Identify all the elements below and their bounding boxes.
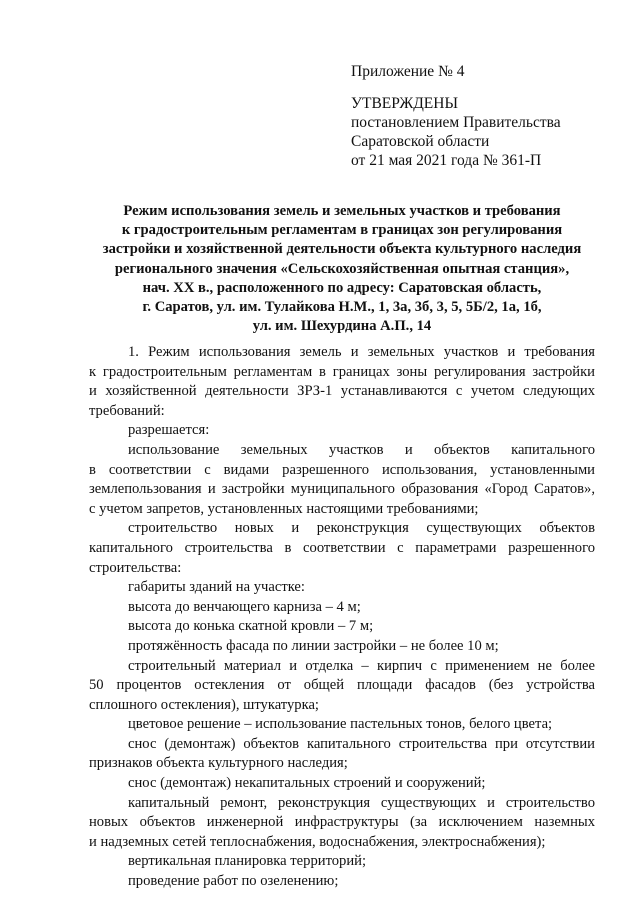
- body-line: высота до конька скатной кровли – 7 м;: [128, 618, 374, 635]
- body-line: 50 процентов остекления от общей площади фасадов (без устройства: [89, 677, 595, 694]
- body-line: разрешается:: [128, 422, 210, 439]
- body-line: и хозяйственной деятельности ЗРЗ-1 устанавливаются с учетом следующих: [89, 383, 595, 400]
- title-line: г. Саратов, ул. им. Тулайкова Н.М., 1, 3а, 3б, 3, 5, 5Б/2, 1а, 1б,: [142, 299, 542, 316]
- title-line: нач. XX в., расположенного по адресу: Саратовская область,: [142, 279, 542, 296]
- document-title: [88, 202, 596, 336]
- body-line: новых объектов инженерной инфраструктуры (за исключением наземных: [89, 814, 595, 831]
- body-line: 1. Режим использования земель и земельных участков и требования: [128, 344, 595, 360]
- title-line: застройки и хозяйственной деятельности объекта культурного наследия: [102, 241, 582, 258]
- document-body: [89, 343, 595, 892]
- body-line: с учетом запретов, установленных настоящими требованиями;: [89, 500, 479, 517]
- body-line: признаков объекта культурного наследия;: [89, 755, 348, 772]
- body-line: капитального строительства в соответствии с параметрами разрешенного: [89, 539, 595, 556]
- body-line: снос (демонтаж) объектов капитального строительства при отсутствии: [128, 735, 595, 752]
- body-line: вертикальная планировка территорий;: [128, 853, 367, 870]
- approval-line: постановлением Правительства: [351, 114, 561, 131]
- body-line: снос (демонтаж) некапитальных строений и сооружений;: [128, 775, 486, 792]
- body-line: протяжённость фасада по линии застройки – не более 10 м;: [128, 637, 499, 654]
- body-line: высота до венчающего карниза – 4 м;: [128, 598, 361, 615]
- approval-block: [351, 62, 621, 170]
- body-line: капитальный ремонт, реконструкция существующих и строительство: [128, 794, 595, 811]
- body-line: строительный материал и отделка – кирпич с применением не более: [128, 657, 595, 674]
- title-line: регионального значения «Сельскохозяйственная опытная станция»,: [114, 260, 570, 277]
- annex-number: Приложение № 4: [351, 63, 465, 80]
- approved-heading: УТВЕРЖДЕНЫ: [351, 95, 458, 112]
- body-line: цветовое решение – использование пастельных тонов, белого цвета;: [128, 716, 553, 733]
- body-line: использование земельных участков и объектов капитального: [128, 441, 595, 458]
- body-line: сплошного остекления), штукатурка;: [89, 696, 319, 713]
- title-line: ул. им. Шехурдина А.П., 14: [252, 318, 432, 335]
- body-line: строительство новых и реконструкция существующих объектов: [128, 520, 595, 537]
- body-line: требований:: [89, 402, 165, 419]
- body-line: и надземных сетей теплоснабжения, водоснабжения, электроснабжения);: [89, 833, 546, 850]
- body-line: строительства:: [89, 559, 182, 576]
- body-line: габариты зданий на участке:: [128, 579, 305, 596]
- body-line: к градостроительным регламентам в границах зоны регулирования застройки: [89, 363, 595, 380]
- body-line: в соответствии с видами разрешенного использования, установленными: [89, 461, 595, 478]
- title-line: Режим использования земель и земельных участков и требования: [123, 203, 561, 219]
- body-line: проведение работ по озеленению;: [128, 873, 339, 890]
- body-line: землепользования и застройки муниципального образования «Город Саратов»,: [89, 481, 595, 498]
- approval-line: Саратовской области: [351, 133, 490, 150]
- title-line: к градостроительным регламентам в границах зон регулирования: [121, 222, 563, 239]
- approval-date-line: от 21 мая 2021 года № 361-П: [351, 152, 542, 169]
